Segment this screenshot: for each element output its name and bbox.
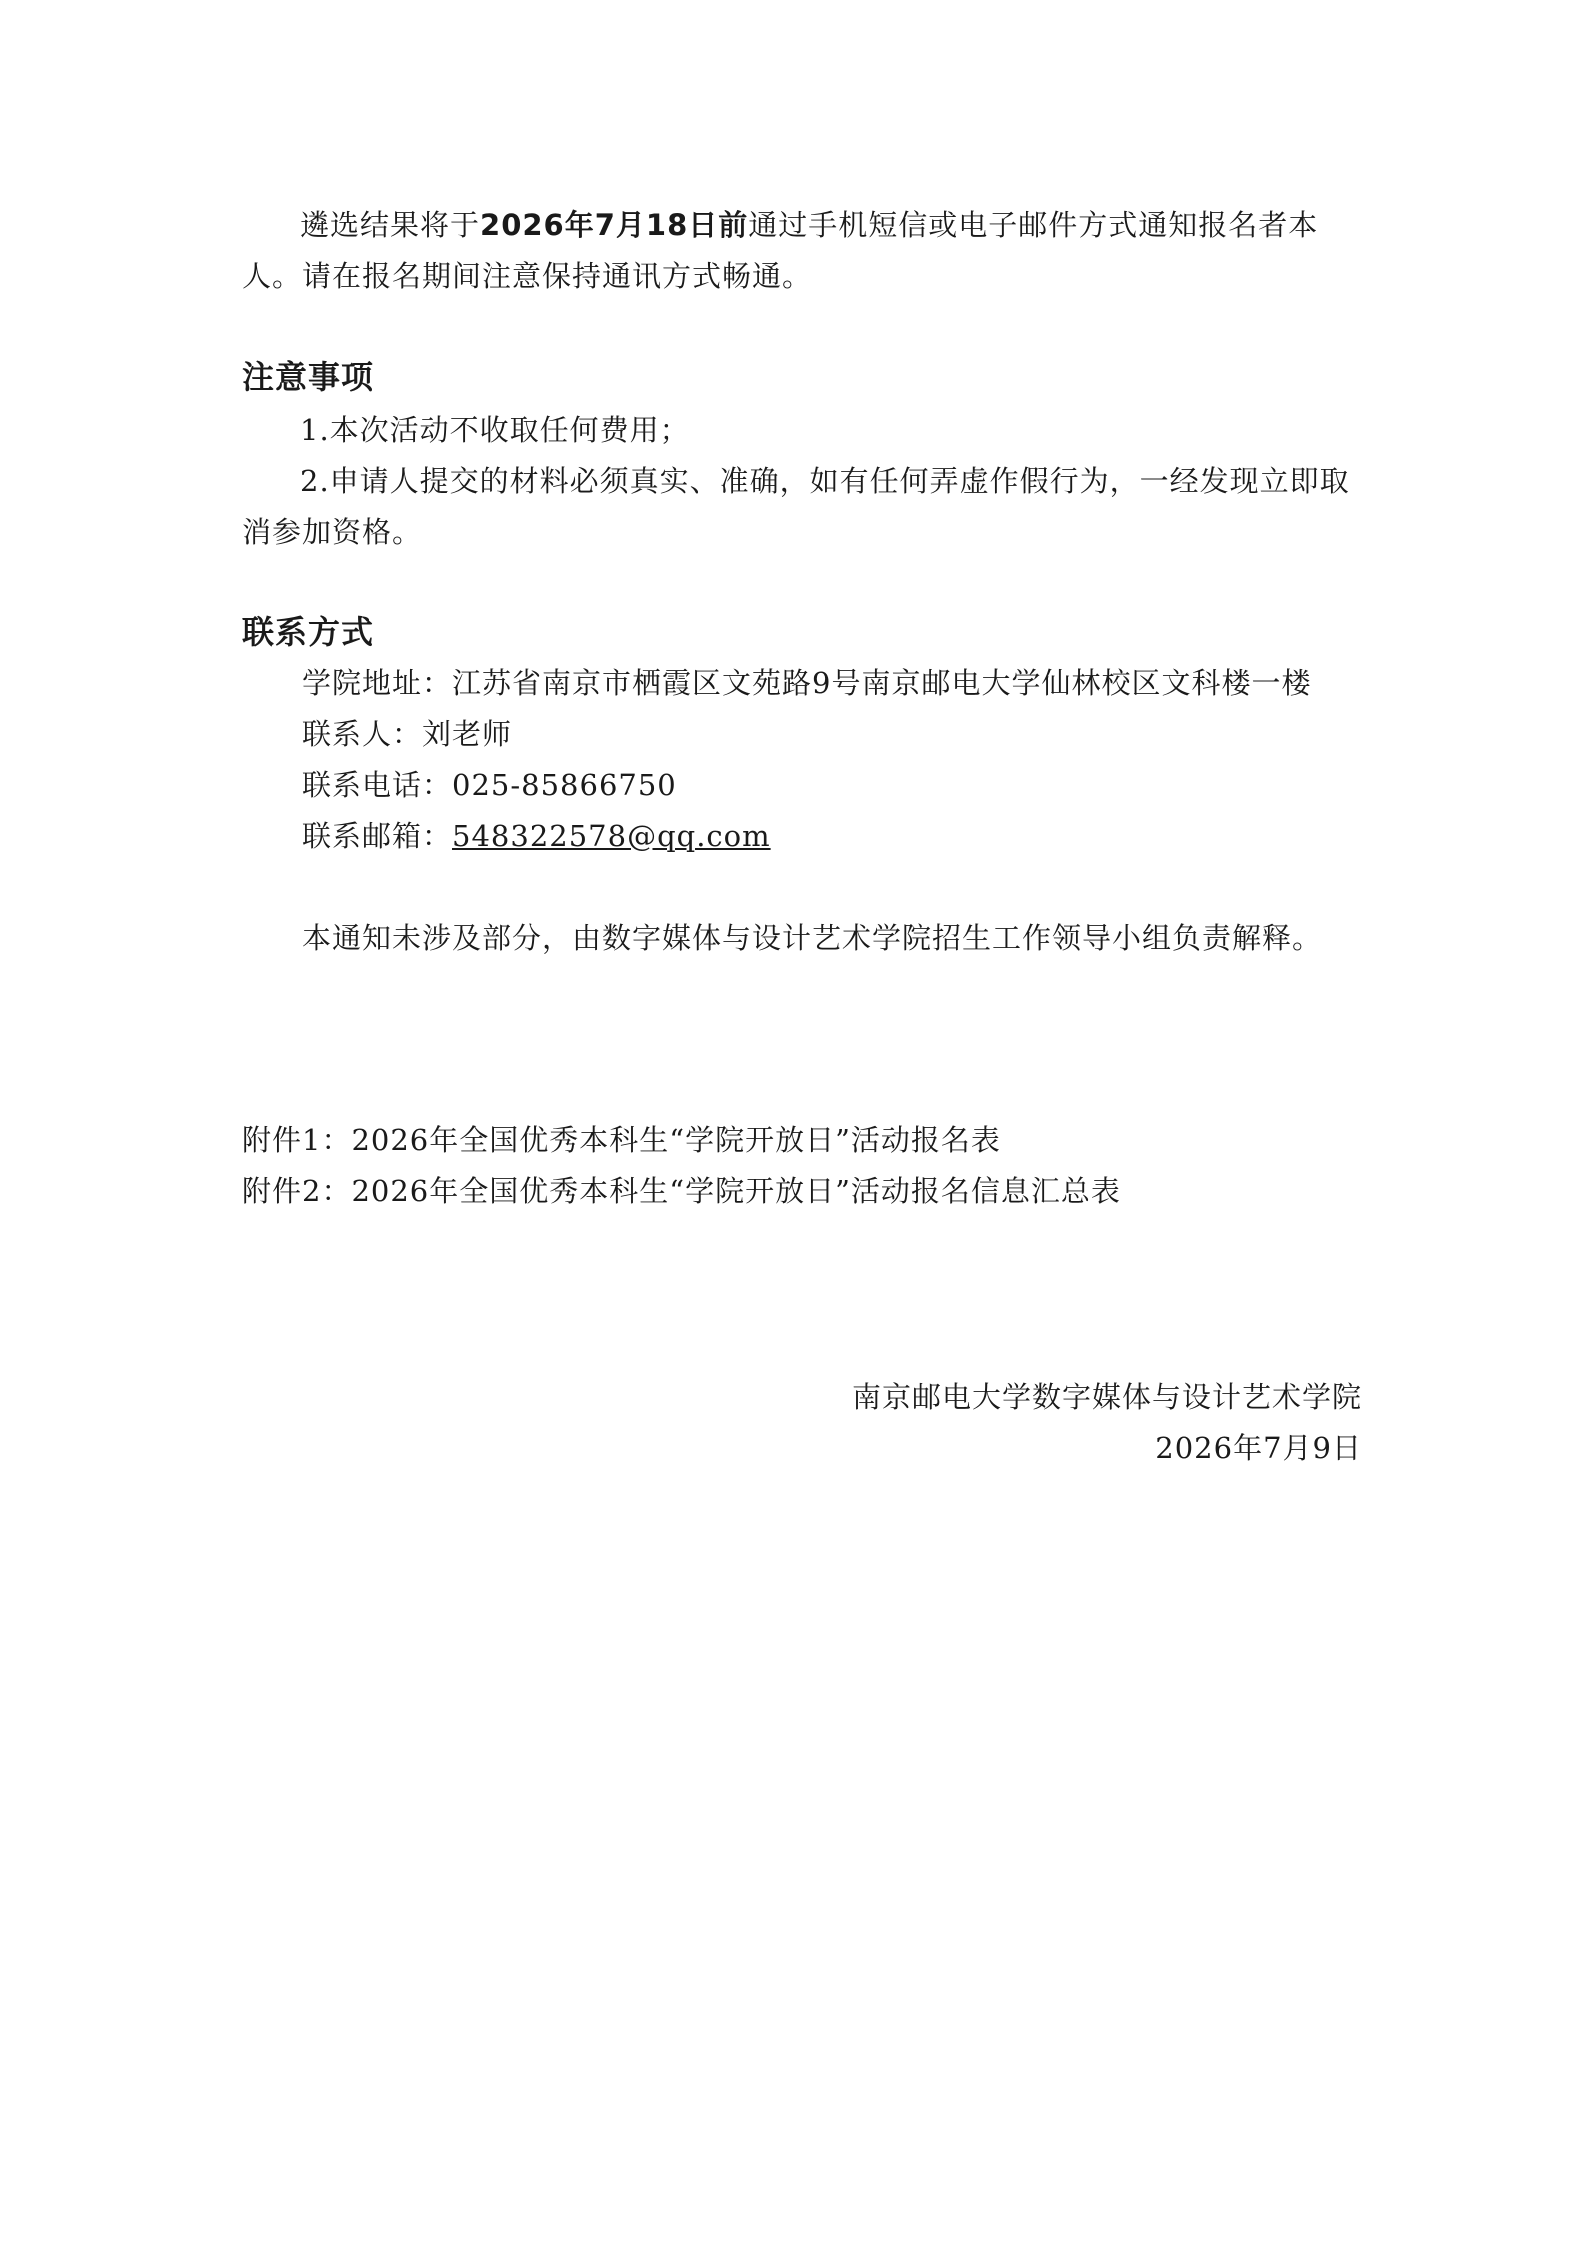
- signature-date: 2026年7月9日: [1155, 1431, 1362, 1465]
- selection-notice-suffix: 通过手机短信或电子邮件方式通知报名者本人。请在报名期间注意保持通讯方式畅通。: [242, 208, 1319, 293]
- contact-person: 联系人：刘老师: [302, 717, 513, 751]
- signature-org: 南京邮电大学数字媒体与设计艺术学院: [851, 1380, 1362, 1414]
- selection-notice-paragraph: [242, 200, 1362, 302]
- selection-notice-date: 2026年7月18日前: [480, 208, 749, 242]
- contact-email-line: [302, 816, 771, 856]
- notes-heading: 注意事项: [242, 358, 375, 396]
- attachment-2: 附件2：2026年全国优秀本科生“学院开放日”活动报名信息汇总表: [242, 1174, 1121, 1208]
- notes-item-2: 2.申请人提交的材料必须真实、准确，如有任何弄虚作假行为，一经发现立即取消参加资格。: [242, 464, 1350, 549]
- contact-email-label: 联系邮箱：: [302, 819, 453, 853]
- contact-email-link[interactable]: 548322578@qq.com: [452, 819, 771, 853]
- contact-address: 学院地址：江苏省南京市栖霞区文苑路9号南京邮电大学仙林校区文科楼一楼: [302, 666, 1312, 700]
- attachment-1: 附件1：2026年全国优秀本科生“学院开放日”活动报名表: [242, 1123, 1001, 1157]
- contact-phone: 联系电话：025-85866750: [302, 768, 677, 802]
- interpretation-paragraph: 本通知未涉及部分，由数字媒体与设计艺术学院招生工作领导小组负责解释。: [302, 921, 1323, 955]
- selection-notice-prefix: 遴选结果将于: [300, 208, 481, 242]
- notes-item-1: 1.本次活动不收取任何费用；: [300, 413, 690, 447]
- contact-heading: 联系方式: [242, 613, 375, 651]
